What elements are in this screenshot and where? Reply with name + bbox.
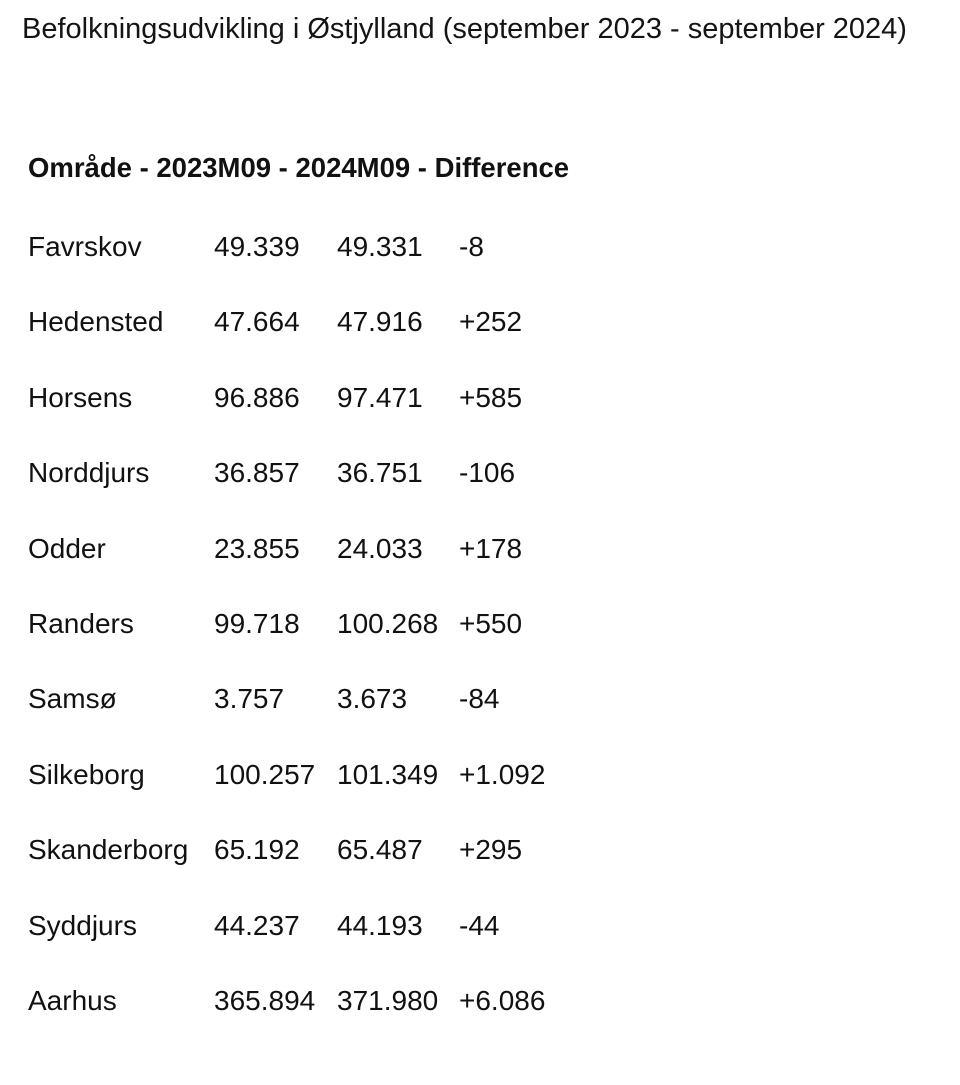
table-row bbox=[28, 302, 579, 377]
area-cell: Randers bbox=[28, 607, 134, 639]
difference-cell: -44 bbox=[459, 909, 500, 941]
value-2023-cell: 49.339 bbox=[214, 231, 300, 262]
difference-cell: -8 bbox=[459, 231, 484, 262]
value-2024-cell: 36.751 bbox=[337, 457, 423, 489]
value-2023-cell: 96.886 bbox=[214, 381, 300, 413]
difference-cell: +295 bbox=[459, 834, 523, 866]
value-2023-cell: 65.192 bbox=[214, 834, 300, 866]
value-2023-cell: 100.257 bbox=[214, 758, 316, 790]
table-row bbox=[28, 679, 579, 754]
table-heading: Område - 2023M09 - 2024M09 - Difference bbox=[28, 152, 570, 183]
table-row bbox=[28, 529, 579, 604]
table-row bbox=[28, 906, 579, 981]
value-2023-cell: 23.855 bbox=[214, 532, 300, 564]
area-cell: Skanderborg bbox=[28, 834, 189, 866]
value-2024-cell: 44.193 bbox=[337, 909, 423, 941]
value-2024-cell: 97.471 bbox=[337, 381, 423, 413]
population-table bbox=[28, 227, 579, 1056]
difference-cell: +252 bbox=[459, 306, 523, 338]
document-title: Befolkningsudvikling i Østjylland (september 2023 - september 2024) bbox=[22, 13, 907, 45]
value-2024-cell: 3.673 bbox=[337, 683, 408, 715]
difference-cell: -84 bbox=[459, 683, 500, 715]
table-row bbox=[28, 227, 579, 302]
value-2023-cell: 365.894 bbox=[214, 984, 316, 1016]
area-cell: Norddjurs bbox=[28, 457, 150, 489]
value-2024-cell: 47.916 bbox=[337, 306, 423, 338]
value-2024-cell: 371.980 bbox=[337, 984, 439, 1016]
area-cell: Silkeborg bbox=[28, 758, 145, 790]
value-2023-cell: 47.664 bbox=[214, 306, 300, 338]
area-cell: Aarhus bbox=[28, 984, 117, 1016]
value-2024-cell: 24.033 bbox=[337, 532, 423, 564]
table-row bbox=[28, 755, 579, 830]
table-row bbox=[28, 453, 579, 528]
value-2024-cell: 49.331 bbox=[337, 231, 423, 262]
table-row bbox=[28, 378, 579, 453]
area-cell: Horsens bbox=[28, 381, 133, 413]
value-2024-cell: 65.487 bbox=[337, 834, 423, 866]
difference-cell: -106 bbox=[459, 457, 516, 489]
area-cell: Favrskov bbox=[28, 231, 142, 262]
value-2024-cell: 101.349 bbox=[337, 758, 439, 790]
table-row bbox=[28, 604, 579, 679]
difference-cell: +178 bbox=[459, 532, 523, 564]
value-2024-cell: 100.268 bbox=[337, 607, 439, 639]
area-cell: Syddjurs bbox=[28, 909, 137, 941]
value-2023-cell: 36.857 bbox=[214, 457, 300, 489]
difference-cell: +585 bbox=[459, 381, 523, 413]
area-cell: Samsø bbox=[28, 683, 117, 715]
table-row bbox=[28, 981, 579, 1056]
table-row bbox=[28, 830, 579, 905]
area-cell: Hedensted bbox=[28, 306, 164, 338]
difference-cell: +1.092 bbox=[459, 758, 546, 790]
value-2023-cell: 3.757 bbox=[214, 683, 285, 715]
difference-cell: +550 bbox=[459, 607, 523, 639]
population-table-body bbox=[28, 227, 579, 1056]
difference-cell: +6.086 bbox=[459, 984, 546, 1016]
value-2023-cell: 99.718 bbox=[214, 607, 300, 639]
area-cell: Odder bbox=[28, 532, 106, 564]
value-2023-cell: 44.237 bbox=[214, 909, 300, 941]
